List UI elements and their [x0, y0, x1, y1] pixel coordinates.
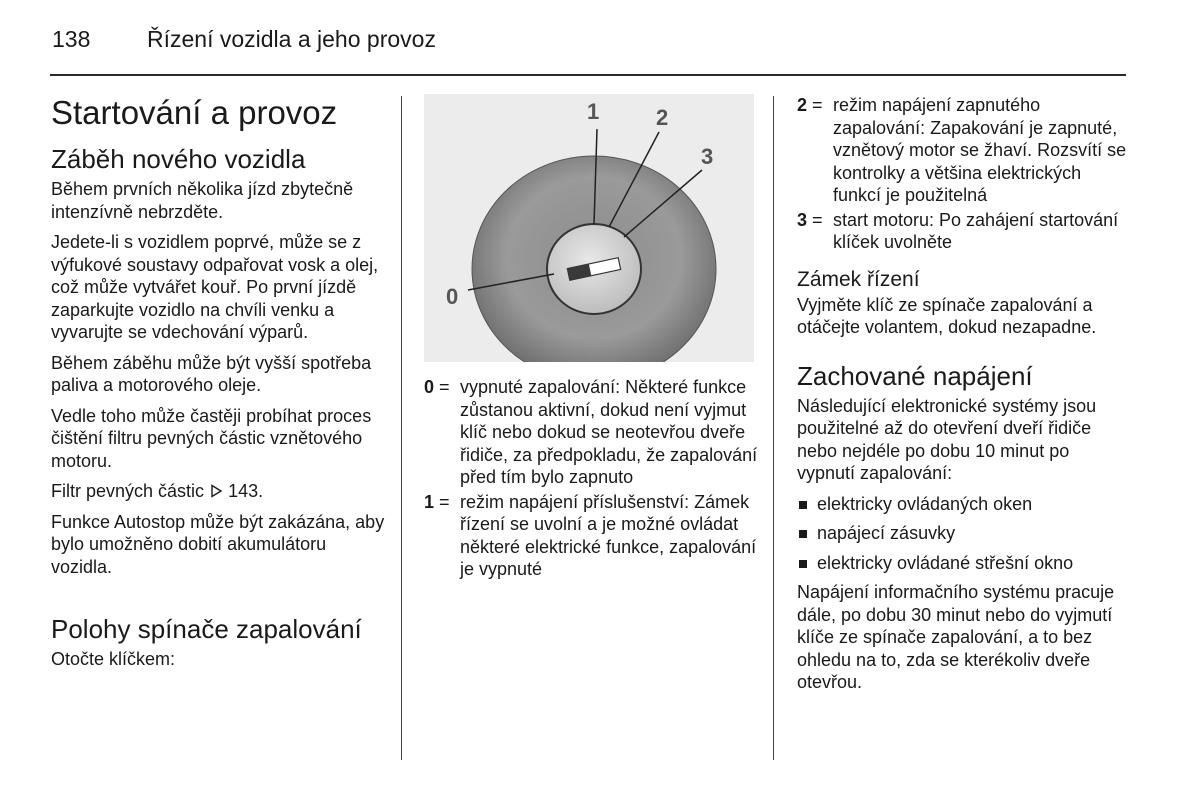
definition-text: režim napájení zapnutého zapalování: Zapakování je zapnuté, vznětový motor se žhaví. Rozsvítí se kontrolky a většina elektrických funkcí je použitelná: [833, 95, 1127, 205]
column-1: [51, 92, 386, 679]
position-label-0: 0: [446, 284, 459, 309]
bullet-icon: [799, 560, 807, 568]
section-title: Řízení vozidla a jeho provoz: [147, 26, 436, 52]
definition-key: 1: [424, 491, 435, 512]
ref-page: 143.: [228, 481, 264, 501]
paragraph: Funkce Autostop může být zakázána, aby bylo umožněno dobití akumulátoru vozidla.: [51, 511, 385, 577]
heading-steering-lock: Zámek řízení: [797, 267, 920, 291]
ignition-switch-figure: [424, 94, 754, 362]
heading-ignition-positions: Polohy spínače zapalování: [51, 614, 362, 644]
paragraph: Následující elektronické systémy jsou použitelné až do otevření dveří řidiče nebo nejdéle po dobu 10 minut po vypnutí zapalování:: [797, 395, 1097, 483]
bullet-icon: [799, 501, 807, 509]
paragraph: Jedete-li s vozidlem poprvé, může se z výfukové soustavy odpařovat vosk a olej, což může vytvářet kouř. Po první jízdě zaparkujte vozidlo na chvíli venku a vyvarujte se vdechování výparů.: [51, 232, 379, 342]
page-number: 138: [52, 26, 91, 52]
definition-text: vypnuté zapalování: Některé funkce zůstanou aktivní, dokud není vyjmut klíč nebo dokud se neotevřou dveře řidiče, za předpokladu, že zapalování před tím bylo zapnuto: [460, 377, 758, 487]
column-divider-2: [773, 96, 774, 760]
position-label-3: 3: [701, 144, 714, 169]
column-divider-1: [401, 96, 402, 760]
page-header: [52, 26, 436, 53]
paragraph: Vedle toho může častěji probíhat proces čištění filtru pevných částic vznětového motoru.: [51, 405, 372, 471]
position-label-2: 2: [656, 105, 669, 130]
ref-text: Filtr pevných částic: [51, 481, 205, 501]
definition-text: start motoru: Po zahájení startování klíček uvolněte: [833, 209, 1119, 252]
heading-retained-power: Zachované napájení: [797, 360, 1033, 391]
column-3: [797, 94, 1132, 702]
ignition-switch-illustration: [424, 94, 754, 362]
position-label-1: 1: [587, 99, 600, 124]
definition-item-0: 0 = vypnuté zapalování: Některé funkce zůstanou aktivní, dokud není vyjmut klíč nebo dokud se neotevřou dveře řidiče, za předpokladu, že zapalování před tím bylo zapnuto: [424, 377, 758, 487]
paragraph: Během prvních několika jízd zbytečně intenzívně nebrzděte.: [51, 179, 354, 222]
definition-item-1: 1 = režim napájení příslušenství: Zámek řízení se uvolní a je možné ovládat některé elektrické funkce, zapalování je vypnuté: [424, 491, 759, 581]
reference-arrow-icon: [209, 480, 223, 503]
chapter-title: Startování a provoz: [51, 94, 338, 131]
paragraph: Vyjměte klíč ze spínače zapalování a otáčejte volantem, dokud nezapadne.: [797, 294, 1097, 337]
definition-key: 3: [797, 209, 808, 230]
heading-breakin: Záběh nového vozidla: [51, 144, 306, 174]
column-2: [424, 376, 759, 583]
cross-reference[interactable]: [51, 480, 386, 503]
list-item: napájecí zásuvky: [797, 522, 1132, 545]
list-item: elektricky ovládaných oken: [797, 493, 1132, 516]
paragraph: Napájení informačního systému pracuje dále, po dobu 30 minut nebo do vyjmutí klíče ze spínače zapalování, a to bez ohledu na to, zda se kterékoliv dveře otevřou.: [797, 582, 1115, 692]
definition-key: 0: [424, 377, 435, 397]
definition-item-3: 3 = start motoru: Po zahájení startování klíček uvolněte: [797, 209, 1132, 254]
definition-text: režim napájení příslušenství: Zámek řízení se uvolní a je možné ovládat některé elektrické funkce, zapalování je vypnuté: [460, 491, 757, 579]
definition-item-2: 2 = režim napájení zapnutého zapalování: Zapakování je zapnuté, vznětový motor se žhaví. Rozsvítí se kontrolky a většina elektrických funkcí je použitelná: [797, 94, 1132, 207]
paragraph: Otočte klíčkem:: [51, 649, 176, 669]
bullet-icon: [799, 530, 807, 538]
header-rule: [50, 74, 1126, 76]
paragraph: Během záběhu může být vyšší spotřeba paliva a motorového oleje.: [51, 352, 372, 395]
list-item: elektricky ovládané střešní okno: [797, 552, 1132, 575]
definition-key: 2: [797, 95, 808, 115]
